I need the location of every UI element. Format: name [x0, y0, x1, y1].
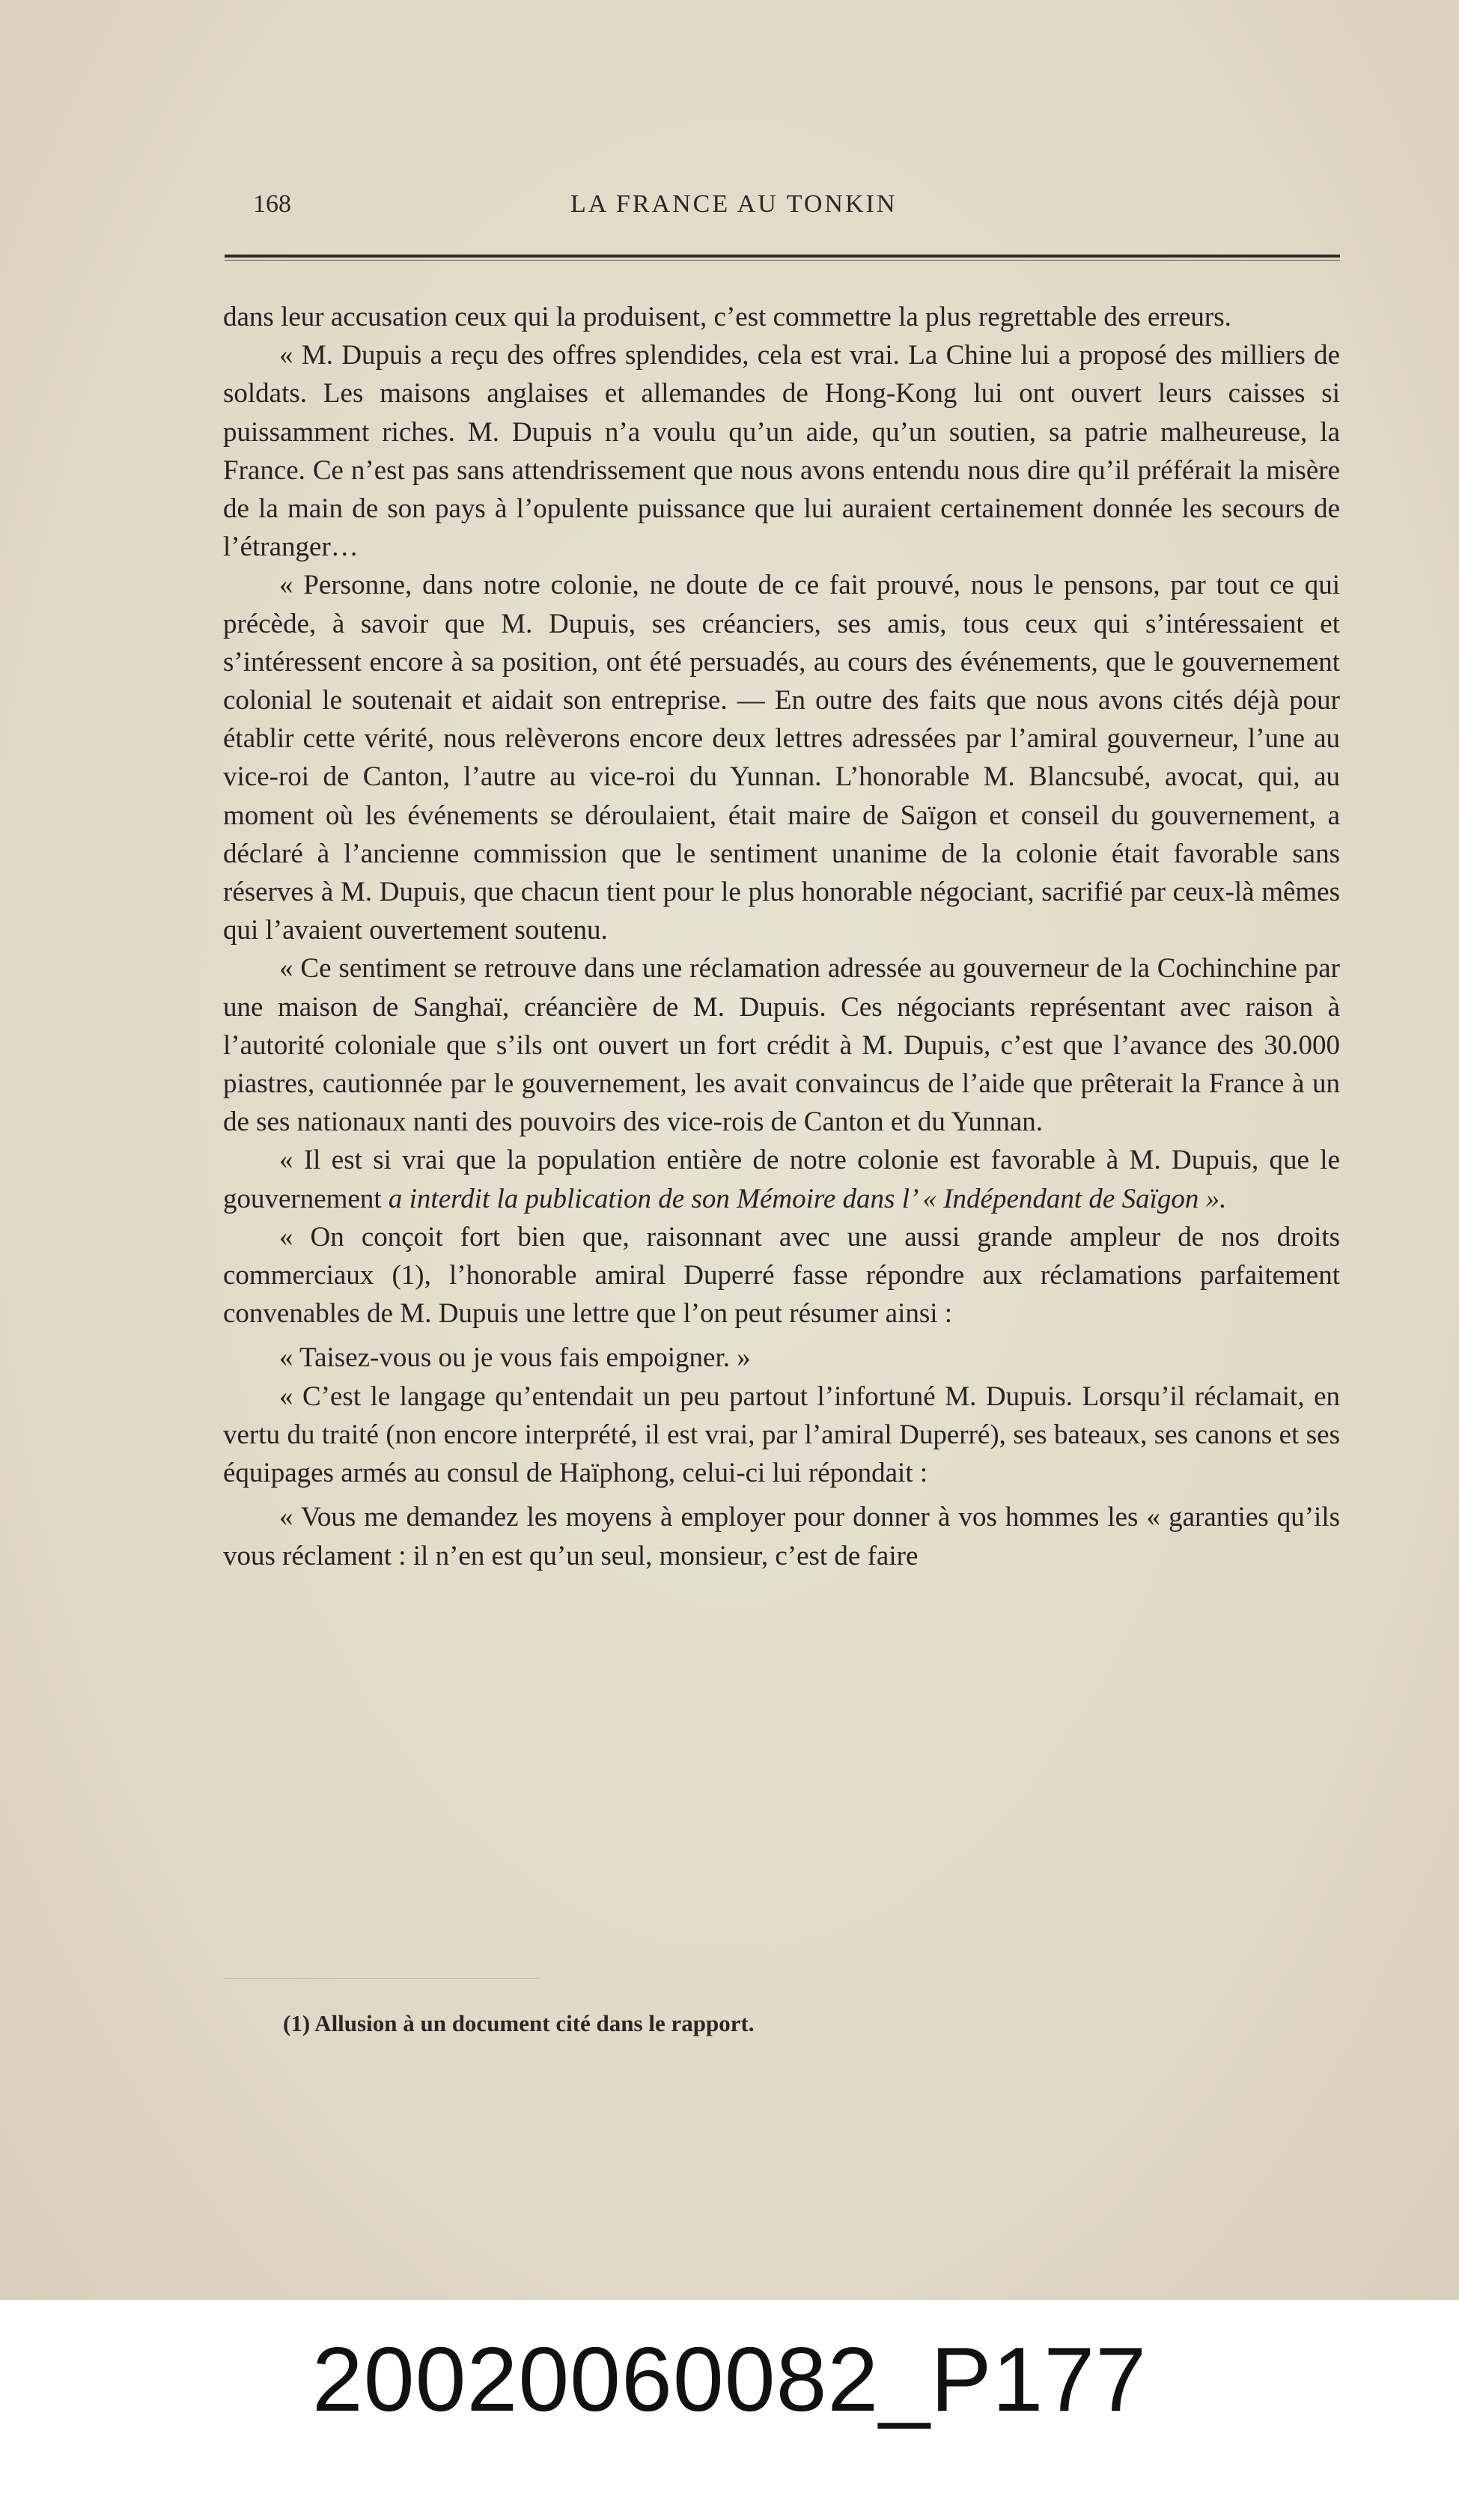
paragraph: « M. Dupuis a reçu des offres splendides, cela est vrai. La Chine lui a proposé des milliers de soldats. Les maisons anglaises et allemandes de Hong-Kong lui ont ouvert leurs caisses si puissamment riches. M. Dupuis n’a voulu qu’un aide, qu’un soutien, sa patrie malheureuse, la France. Ce n’est pas sans attendrissement que nous avons entendu nous dire qu’il préférait la misère de la main de son pays à l’opulente puissance que lui auraient certainement donnée les secours de l’étranger…	[223, 340, 1340, 563]
body-text	[223, 298, 1340, 1575]
running-head	[225, 190, 1340, 228]
running-title: LA FRANCE AU TONKIN	[570, 190, 898, 218]
footnote-rule	[225, 1978, 539, 1979]
paragraph	[223, 1141, 1340, 1217]
paragraph-text: « Il est si vrai que la population entière de notre colonie est favorable à M. Dupuis, que le gouvernement	[223, 1145, 1340, 1214]
paragraph: « Vous me demandez les moyens à employer pour donner à vos hommes les « garanties qu’ils vous réclament : il n’en est qu’un seul, monsieur, c’est de faire	[223, 1502, 1340, 1571]
page-number: 168	[253, 190, 291, 218]
footnote: (1) Allusion à un document cité dans le rapport.	[283, 2010, 755, 2036]
image-caption: 20020060082_P177	[311, 2328, 1148, 2430]
paragraph: « On conçoit fort bien que, raisonnant avec une aussi grande ampleur de nos droits commerciaux (1), l’honorable amiral Duperré fasse répondre aux réclamations parfaitement convenables de M. Dupuis une lettre que l’on peut résumer ainsi :	[223, 1221, 1340, 1330]
paragraph: « Taisez-vous ou je vous fais empoigner. »	[279, 1342, 751, 1374]
header-rule	[225, 255, 1340, 261]
paragraph: dans leur accusation ceux qui la produisent, c’est commettre la plus regrettable des erreurs.	[223, 302, 1231, 332]
paragraph: « C’est le langage qu’entendait un peu partout l’infortuné M. Dupuis. Lorsqu’il réclamait, en vertu du traité (non encore interprété, il est vrai, par l’amiral Duperré), ses bateaux, ses canons et ses équipages armés au consul de Haïphong, celui-ci lui répondait :	[223, 1381, 1340, 1489]
paragraph: « Ce sentiment se retrouve dans une réclamation adressée au gouverneur de la Cochinchine par une maison de Sanghaï, créancière de M. Dupuis. Ces négociants représentant avec raison à l’autorité coloniale que s’ils ont ouvert un fort crédit à M. Dupuis, c’est que l’avance des 30.000 piastres, cautionnée par le gouvernement, les avait convaincus de l’aide que prêterait la France à un de ses nationaux nanti des pouvoirs des vice-rois de Canton et du Yunnan.	[223, 953, 1340, 1138]
paragraph: « Personne, dans notre colonie, ne doute de ce fait prouvé, nous le pensons, par tout ce qui précède, à savoir que M. Dupuis, ses créanciers, ses amis, tous ceux qui s’intéressaient et s’intéressent encore à sa position, ont été persuadés, au cours des événements, que le gouvernement colonial le soutenait et aidait son entreprise. — En outre des faits que nous avons cités déjà pour établir cette vérité, nous relèverons encore deux lettres adressées par l’amiral gouverneur, l’une au vice-roi de Canton, l’autre au vice-roi du Yunnan. L’honorable M. Blancsubé, avocat, qui, au moment où les événements se déroulaient, était maire de Saïgon et conseil du gouvernement, a déclaré à l’ancienne commission que le sentiment unanime de la colonie était favorable sans réserves à M. Dupuis, que chacun tient pour le plus honorable négociant, sacrifié par ceux-là mêmes qui l’avaient ouvertement soutenu.	[223, 570, 1340, 946]
italic-quote: a interdit la publication de son Mémoire dans l’ « Indépendant de Saïgon ».	[388, 1183, 1227, 1214]
